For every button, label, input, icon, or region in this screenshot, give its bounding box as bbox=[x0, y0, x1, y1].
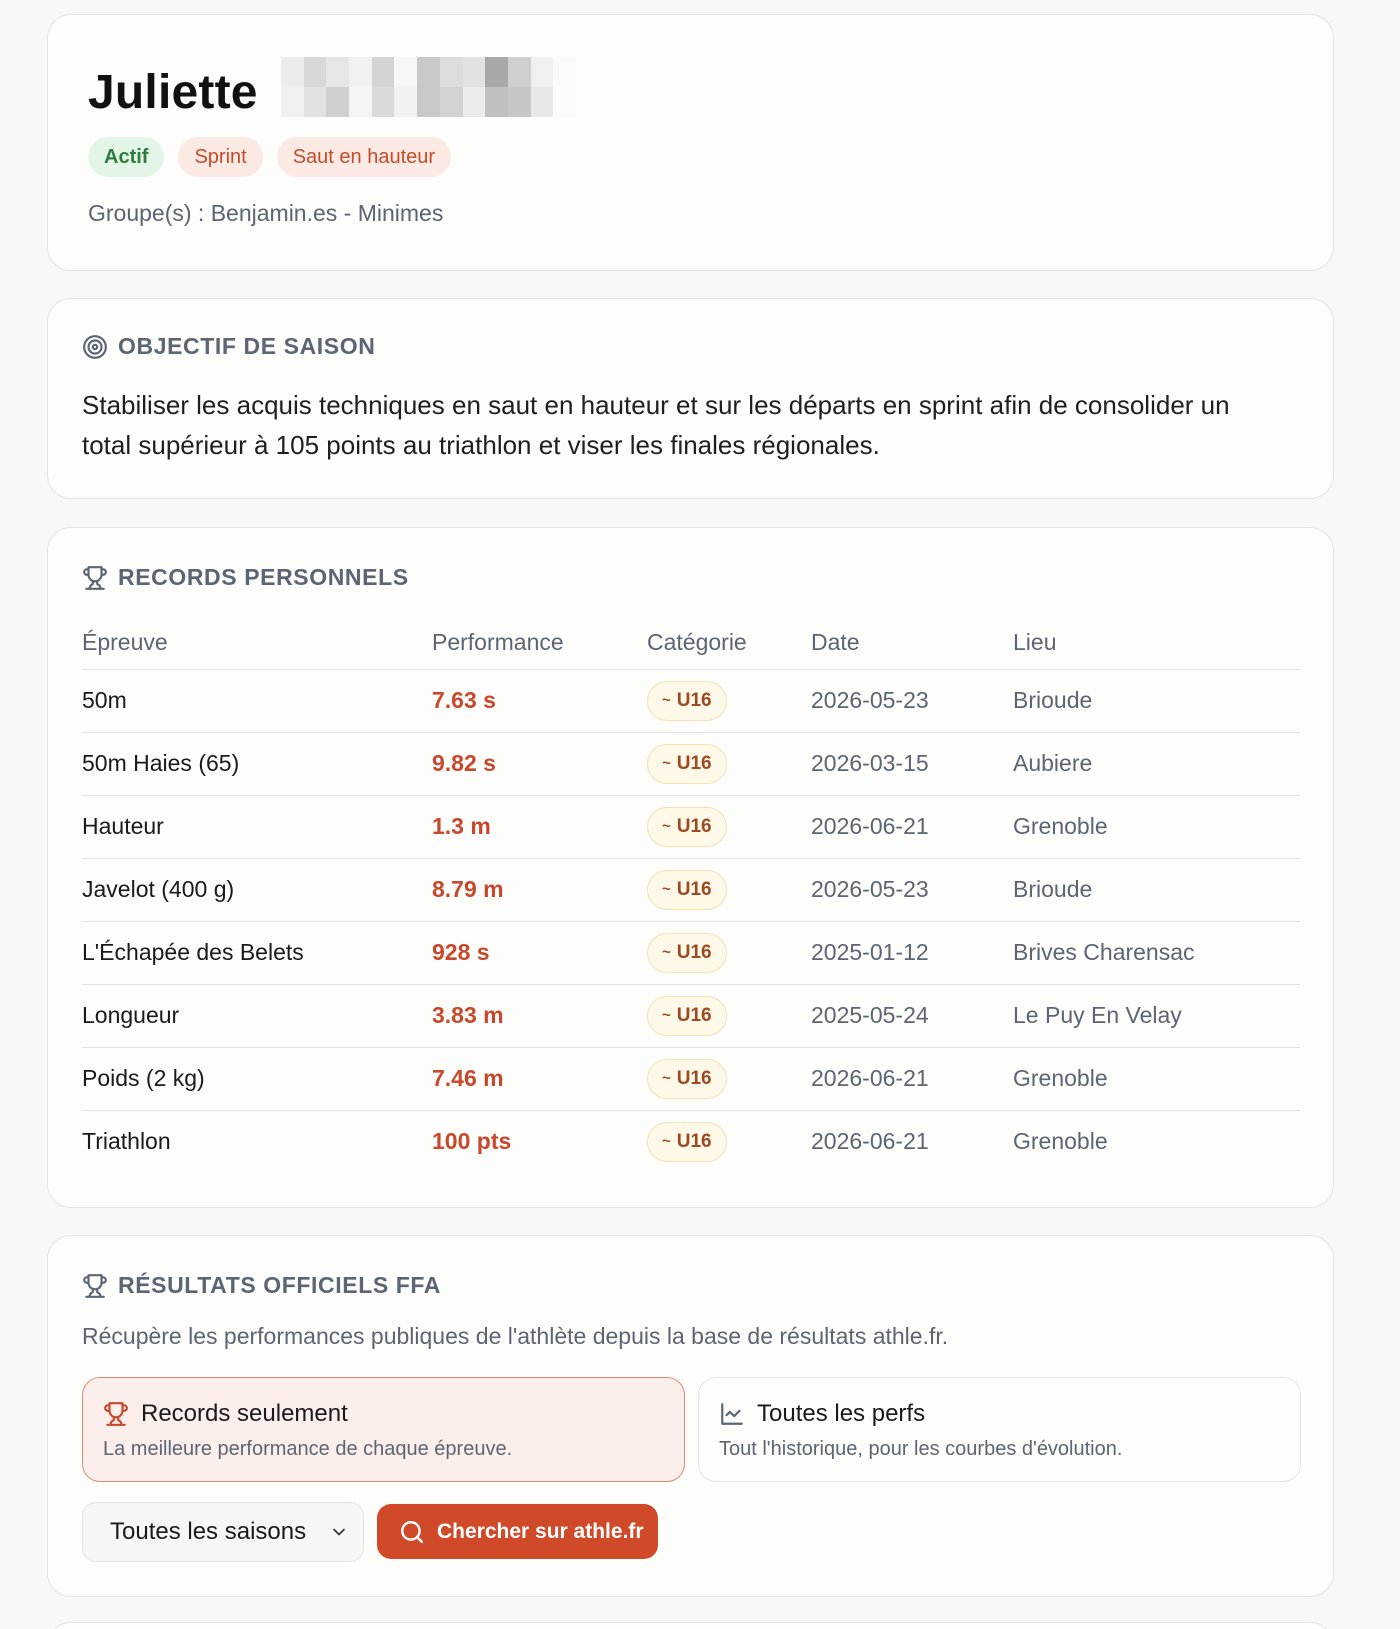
table-row bbox=[82, 732, 1300, 795]
record-category bbox=[647, 732, 811, 795]
record-event: L'Échapée des Belets bbox=[82, 921, 432, 984]
category-badge bbox=[647, 996, 727, 1036]
approx-icon: ~ bbox=[662, 1133, 671, 1151]
ffa-description: Récupère les performances publiques de l'athlète depuis la base de résultats athle.fr. bbox=[82, 1323, 949, 1349]
approx-icon: ~ bbox=[662, 881, 671, 898]
category-label: U16 bbox=[676, 752, 712, 774]
records-table bbox=[82, 616, 1300, 1173]
approx-icon: ~ bbox=[662, 818, 671, 835]
category-badge bbox=[647, 681, 727, 721]
column-header-category: Catégorie bbox=[647, 616, 811, 669]
option-subtitle: La meilleure performance de chaque épreuve. bbox=[103, 1438, 513, 1460]
option-records-only[interactable] bbox=[82, 1377, 685, 1482]
objective-title: OBJECTIF DE SAISON bbox=[118, 333, 376, 359]
record-category bbox=[647, 669, 811, 732]
column-header-date: Date bbox=[811, 616, 1013, 669]
discipline-tag: Saut en hauteur bbox=[277, 137, 451, 177]
table-row bbox=[82, 1047, 1300, 1110]
table-row bbox=[82, 984, 1300, 1047]
record-date: 2026-06-21 bbox=[811, 1128, 929, 1155]
category-badge bbox=[647, 1059, 727, 1099]
table-row bbox=[82, 921, 1300, 984]
record-event: 50m bbox=[82, 669, 432, 732]
table-row bbox=[82, 795, 1300, 858]
personal-records-card bbox=[47, 527, 1334, 1208]
option-title: Records seulement bbox=[141, 1400, 348, 1427]
record-event: Longueur bbox=[82, 984, 432, 1047]
record-date: 2026-05-23 bbox=[811, 669, 1013, 732]
record-event: Javelot (400 g) bbox=[82, 858, 432, 921]
season-select[interactable] bbox=[82, 1502, 364, 1562]
chevron-down-icon bbox=[329, 1522, 349, 1542]
approx-icon: ~ bbox=[662, 692, 671, 709]
record-date: 2025-01-12 bbox=[811, 921, 1013, 984]
search-athle-button[interactable] bbox=[377, 1504, 658, 1559]
table-row bbox=[82, 669, 1300, 732]
record-performance: 100 pts bbox=[432, 1128, 512, 1155]
record-date: 2026-06-21 bbox=[811, 1047, 1013, 1110]
record-place: Aubiere bbox=[1013, 732, 1300, 795]
search-icon bbox=[399, 1519, 425, 1545]
record-performance: 9.82 s bbox=[432, 732, 647, 795]
record-category bbox=[647, 1110, 811, 1173]
column-header-performance: Performance bbox=[432, 616, 647, 669]
record-category bbox=[647, 1047, 811, 1110]
record-date: 2026-06-21 bbox=[811, 795, 1013, 858]
season-objective-card bbox=[47, 298, 1334, 499]
record-performance: 3.83 m bbox=[432, 984, 647, 1047]
table-header-row bbox=[82, 616, 1300, 669]
category-badge bbox=[647, 1122, 727, 1162]
records-title: RECORDS PERSONNELS bbox=[118, 564, 409, 590]
column-header-event: Épreuve bbox=[82, 616, 432, 669]
objective-text: Stabiliser les acquis techniques en saut en hauteur et sur les départs en sprint afin de consolider un total supérieur à 105 points au triathlon et viser les finales régionales. bbox=[82, 390, 1230, 460]
category-label: U16 bbox=[676, 941, 712, 963]
approx-icon: ~ bbox=[662, 1070, 671, 1087]
option-all-perfs[interactable] bbox=[698, 1377, 1301, 1482]
record-place: Grenoble bbox=[1013, 1128, 1108, 1155]
ffa-title: RÉSULTATS OFFICIELS FFA bbox=[118, 1272, 442, 1298]
category-badge bbox=[647, 807, 727, 847]
next-card-partial bbox=[47, 1622, 1334, 1629]
record-category bbox=[647, 795, 811, 858]
record-event: 50m Haies (65) bbox=[82, 732, 432, 795]
athlete-tags bbox=[88, 137, 451, 177]
category-label: U16 bbox=[676, 1130, 712, 1152]
record-event: Poids (2 kg) bbox=[82, 1047, 432, 1110]
record-date: 2025-05-24 bbox=[811, 984, 1013, 1047]
record-performance: 8.79 m bbox=[432, 858, 647, 921]
category-label: U16 bbox=[676, 689, 712, 711]
record-performance: 1.3 m bbox=[432, 795, 647, 858]
redacted-last-name bbox=[281, 57, 576, 117]
records-heading bbox=[82, 564, 409, 591]
record-event: Triathlon bbox=[82, 1128, 171, 1155]
category-badge bbox=[647, 933, 727, 973]
record-place: Grenoble bbox=[1013, 1047, 1300, 1110]
record-category bbox=[647, 921, 811, 984]
approx-icon: ~ bbox=[662, 944, 671, 961]
trophy-icon bbox=[82, 1273, 108, 1299]
approx-icon: ~ bbox=[662, 1007, 671, 1024]
record-date: 2026-05-23 bbox=[811, 858, 1013, 921]
option-subtitle: Tout l'historique, pour les courbes d'évolution. bbox=[719, 1438, 1123, 1460]
record-place: Grenoble bbox=[1013, 795, 1300, 858]
line-chart-icon bbox=[719, 1401, 745, 1427]
objective-heading bbox=[82, 333, 375, 360]
category-badge bbox=[647, 744, 727, 784]
record-place: Brioude bbox=[1013, 858, 1300, 921]
table-row bbox=[82, 858, 1300, 921]
search-button-label: Chercher sur athle.fr bbox=[437, 1519, 644, 1543]
category-label: U16 bbox=[676, 878, 712, 900]
trophy-icon bbox=[82, 565, 108, 591]
season-select-value: Toutes les saisons bbox=[110, 1518, 307, 1545]
category-label: U16 bbox=[676, 1004, 712, 1026]
ffa-heading bbox=[82, 1272, 441, 1299]
record-category bbox=[647, 858, 811, 921]
athlete-header-card bbox=[47, 14, 1334, 271]
record-performance: 928 s bbox=[432, 921, 647, 984]
ffa-results-card bbox=[47, 1235, 1334, 1597]
table-row bbox=[82, 1110, 1300, 1173]
athlete-name: Juliette bbox=[88, 66, 258, 119]
record-date: 2026-03-15 bbox=[811, 732, 1013, 795]
record-event: Hauteur bbox=[82, 795, 432, 858]
record-place: Brioude bbox=[1013, 669, 1300, 732]
trophy-icon bbox=[103, 1401, 129, 1427]
approx-icon: ~ bbox=[662, 755, 671, 772]
status-badge: Actif bbox=[88, 137, 164, 177]
column-header-place: Lieu bbox=[1013, 616, 1300, 669]
category-badge bbox=[647, 870, 727, 910]
category-label: U16 bbox=[676, 1067, 712, 1089]
option-title: Toutes les perfs bbox=[757, 1400, 926, 1427]
target-icon bbox=[82, 334, 108, 360]
category-label: U16 bbox=[676, 815, 712, 837]
record-category bbox=[647, 984, 811, 1047]
record-place: Brives Charensac bbox=[1013, 921, 1300, 984]
record-place: Le Puy En Velay bbox=[1013, 984, 1300, 1047]
athlete-groups: Groupe(s) : Benjamin.es - Minimes bbox=[88, 200, 444, 226]
record-performance: 7.63 s bbox=[432, 669, 647, 732]
record-performance: 7.46 m bbox=[432, 1047, 647, 1110]
discipline-tag: Sprint bbox=[178, 137, 262, 177]
